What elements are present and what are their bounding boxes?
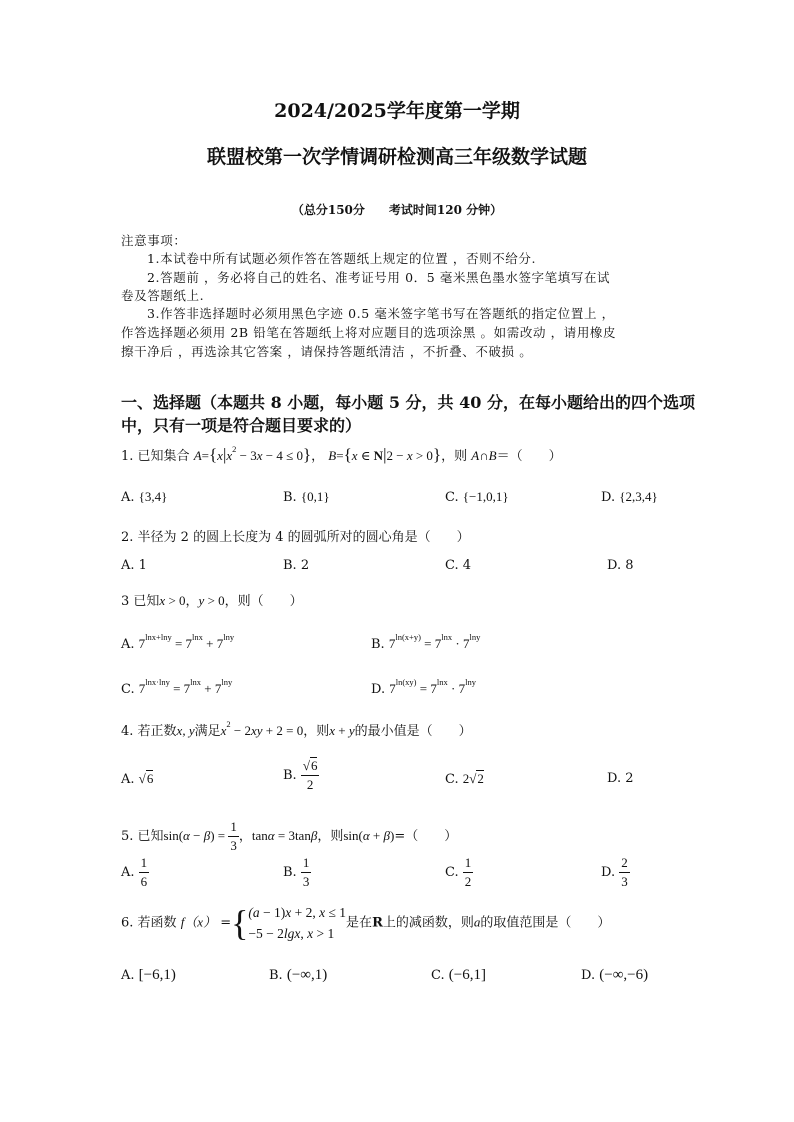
q5-option-a: A. $\frac{1}{6}$ [121,855,148,889]
q4-option-b: B. $\frac{√6}{2}$ [283,758,318,792]
q1-prefix: 1. 已知集合 [121,449,190,464]
q1-paren: ＝（ ） [496,449,562,464]
q6-option-a: A. [−6,1) [121,967,176,983]
q6-option-d: D. (−∞,−6) [581,967,649,983]
notice-item-1: 1.本试卷中所有试题必须作答在答题纸上规定的位置 ，否则不给分. [147,251,537,266]
q2-option-b: B. 2 [283,558,310,573]
q3-option-b: B. $7^{ln(x+y)} = 7^{lnx} \cdot 7^{lny}$ [371,632,481,652]
q2-option-a: A. 1 [121,558,147,573]
question-4: 4. 若正数x, y满足$x^2 - 2xy + 2 = 0$，则x + y的最小值是（ ） [121,719,472,739]
q1-intersection: A∩B [471,448,497,463]
notice-item-3-line-1: 3.作答非选择题时必须用黑色字迹 0.5 毫米签字笔书写在答题纸的指定位置上 ， [147,306,615,321]
question-1 [121,444,562,465]
q1-option-d: D. {2,3,4} [601,489,658,505]
q4-option-a: A. √6 [121,771,154,787]
q1-sep: ， [311,449,325,464]
notice-item-3-line-2: 作答选择题必须用 2B 铅笔在答题纸上将对应题目的选项涂黑 。如需改动 ，请用橡皮 [121,325,617,340]
q5-option-c: C. $\frac{1}{2}$ [445,855,472,889]
q6-option-c: C. (−6,1] [431,967,486,983]
q1-set-a: $A=\{x|x^2 - 3x - 4 \le 0\}$ [193,444,312,464]
question-5: 5. 已知sin(α − β) = $\frac{1}{3}$ ，tanα = 3tanβ，则sin(α + β)=（ ） [121,819,458,853]
title-line-2: 联盟校第一次学情调研检测高三年级数学试题 [206,146,587,168]
notice-item-2-line-1: 2.答题前 ，务必将自己的姓名、准考证号用 0．5 毫米黑色墨水签字笔填写在试 [147,270,611,285]
notice-heading: 注意事项： [121,233,187,248]
q6-option-b: B. (−∞,1) [269,967,328,983]
q3-option-a: A. $7^{lnx+lny} = 7^{lnx} + 7^{lny}$ [121,632,235,652]
notice-item-3-line-3: 擦干净后 ，再选涂其它答案 ，请保持答题纸清洁 ，不折叠、不破损 。 [121,344,533,359]
question-6: 6. 若函数 f（x） ={ (a − 1)x + 2, x ≤ 1 −5 − 2lgx, x > 1 是在R上的减函数，则a的取值范围是（ ） [121,903,611,943]
q3-option-c: C. $7^{lnx\cdot lny} = 7^{lnx} + 7^{lny}$ [121,677,233,697]
q3-option-d: D. $7^{ln(xy)} = 7^{lnx} \cdot 7^{lny}$ [371,677,476,697]
title-line-1: 2024/2025学年度第一学期 [274,100,520,122]
section-heading-line-2: 中，只有一项是符合题目要求的） [121,416,362,435]
q2-option-d: D. 8 [607,558,634,573]
q4-option-d: D. 2 [607,771,634,786]
q1-set-b: B={x ∈ N|2 − x > 0} [328,445,442,464]
exam-meta: （总分150分 考试时间120 分钟） [291,203,503,217]
question-3: 3 已知x > 0，y > 0，则（ ） [121,593,303,609]
q5-option-b: B. $\frac{1}{3}$ [283,855,310,889]
question-2: 2. 半径为 2 的圆上长度为 4 的圆弧所对的圆心角是（ ） [121,530,470,545]
q1-option-a: A. {3,4} [121,489,168,505]
q1-option-b: B. {0,1} [283,489,330,505]
section-heading-line-1: 一、选择题（本题共 8 小题，每小题 5 分，共 40 分，在每小题给出的四个选项 [121,393,695,412]
notice-item-2-line-2: 卷及答题纸上. [121,288,205,303]
q4-option-c: C. 2√2 [445,771,484,787]
q1-option-c: C. {−1,0,1} [445,489,509,505]
q1-suffix: ，则 [441,449,468,464]
q2-option-c: C. 4 [445,558,472,573]
q5-option-d: D. $\frac{2}{3}$ [601,855,628,889]
